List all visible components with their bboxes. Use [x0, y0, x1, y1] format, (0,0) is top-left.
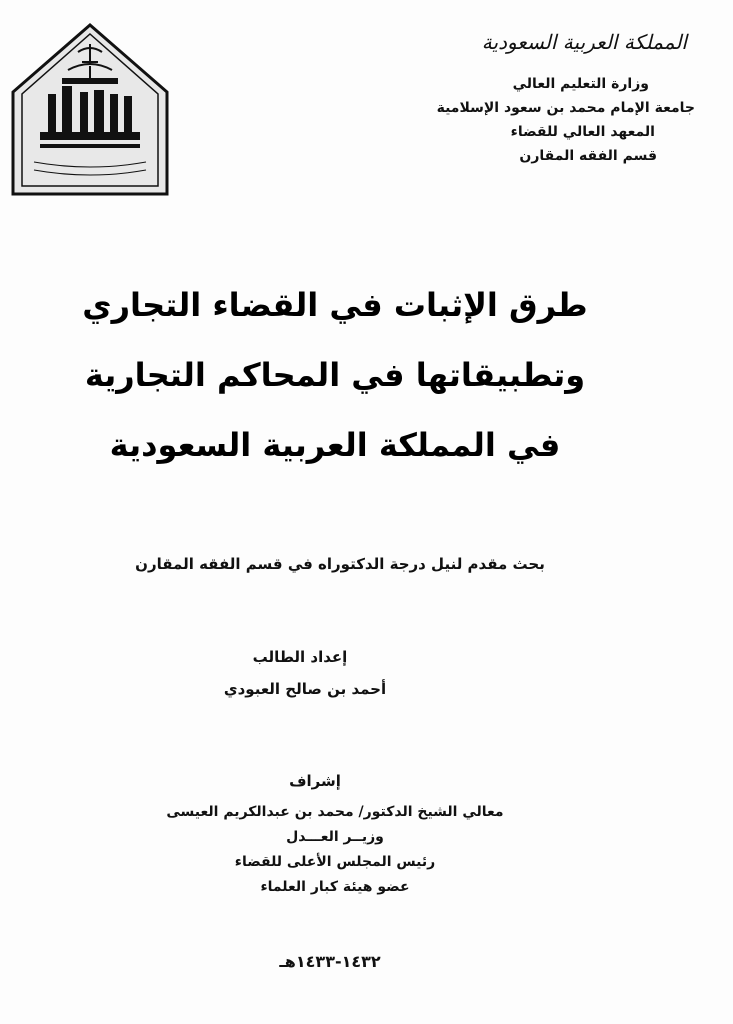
- institution-header: [425, 30, 695, 168]
- department-name: قسم الفقه المقارن: [519, 148, 657, 164]
- supervisor-role-2: رئيس المجلس الأعلى للقضاء: [234, 854, 436, 870]
- title-line-2: وتطبيقاتها في المحاكم التجارية: [84, 356, 586, 394]
- supervisor-info: [120, 800, 550, 900]
- kingdom-name: المملكة العربية السعودية: [481, 30, 687, 54]
- thesis-subtitle: بحث مقدم لنيل درجة الدكتوراه في قسم الفقه المقارن: [135, 555, 545, 573]
- university-name: جامعة الإمام محمد بن سعود الإسلامية: [436, 100, 695, 116]
- supervision-label: إشراف: [289, 772, 341, 790]
- prepared-by-label: إعداد الطالب: [252, 648, 348, 666]
- thesis-title: [80, 270, 590, 480]
- institute-name: المعهد العالي للقضاء: [510, 124, 655, 140]
- ministry-name: وزارة التعليم العالي: [512, 76, 649, 92]
- supervisor-role-3: عضو هيئة كبار العلماء: [260, 879, 410, 895]
- student-name: أحمد بن صالح العبودي: [223, 680, 387, 698]
- supervisor-role-1: وزيــر العـــدل: [286, 829, 384, 845]
- supervisor-name: معالي الشيخ الدكتور/ محمد بن عبدالكريم العيسى: [166, 804, 504, 820]
- title-line-1: طرق الإثبات في القضاء التجاري: [82, 286, 588, 324]
- title-line-3: في المملكة العربية السعودية: [109, 426, 561, 464]
- hijri-date: ١٤٣٢-١٤٣٣هـ: [279, 952, 381, 971]
- university-seal-icon: [10, 22, 170, 197]
